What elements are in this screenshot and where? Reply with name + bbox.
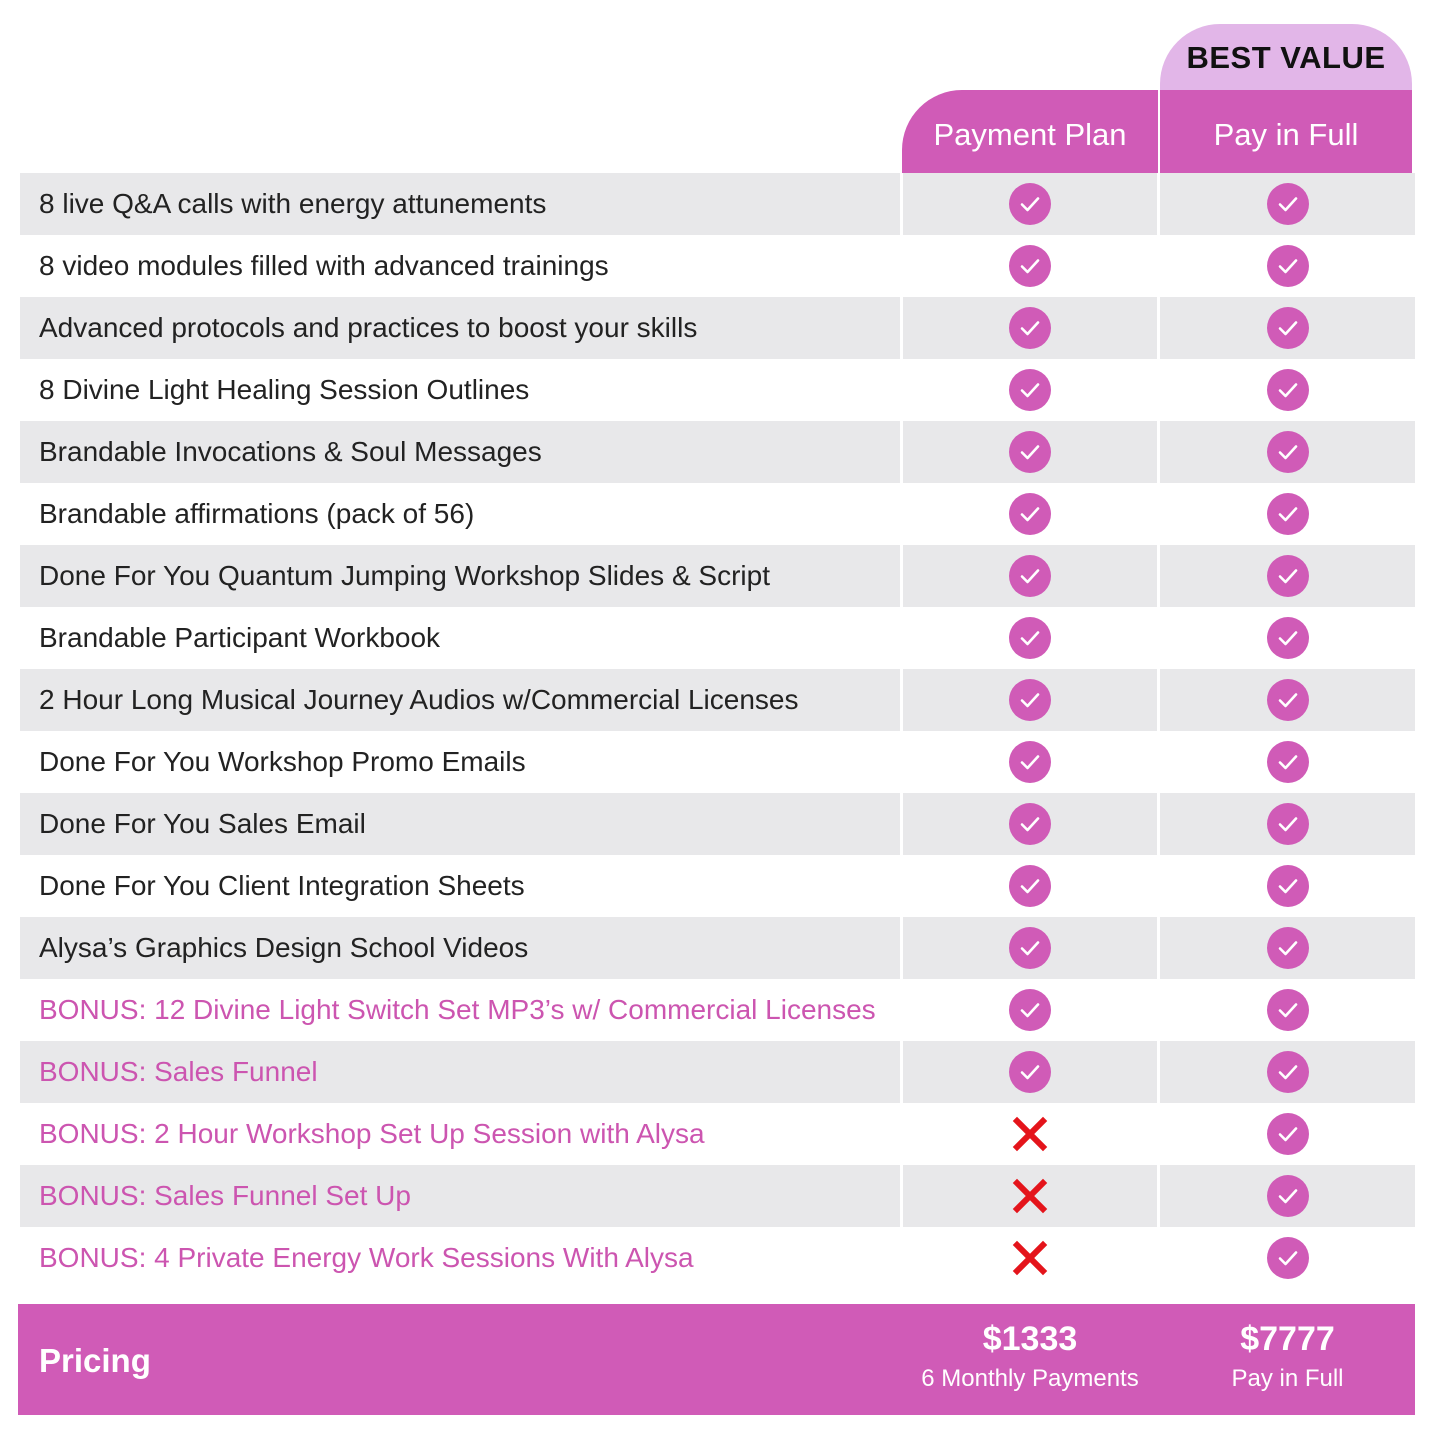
table-row: [20, 421, 1415, 483]
check-icon: [1267, 927, 1309, 969]
table-row: [20, 483, 1415, 545]
check-icon: [1267, 245, 1309, 287]
cell-pay-in-full: [1160, 793, 1415, 855]
cell-payment-plan: [902, 1103, 1158, 1165]
column-divider: [1157, 173, 1160, 1415]
table-row: [20, 607, 1415, 669]
cell-payment-plan: [902, 1227, 1158, 1289]
check-icon: [1267, 865, 1309, 907]
cell-payment-plan: [902, 917, 1158, 979]
cell-pay-in-full: [1160, 669, 1415, 731]
cell-payment-plan: [902, 793, 1158, 855]
check-icon: [1009, 865, 1051, 907]
cross-icon: [1012, 1116, 1048, 1152]
cell-payment-plan: [902, 607, 1158, 669]
check-icon: [1009, 617, 1051, 659]
feature-label: Brandable Invocations & Soul Messages: [39, 436, 542, 467]
check-icon: [1267, 1113, 1309, 1155]
cell-pay-in-full: [1160, 421, 1415, 483]
feature-comparison-table: [20, 173, 1415, 1289]
cell-pay-in-full: [1160, 173, 1415, 235]
price-amount: $1333: [982, 1320, 1078, 1358]
feature-label: Alysa’s Graphics Design School Videos: [39, 932, 529, 963]
cell-pay-in-full: [1160, 1165, 1415, 1227]
cell-payment-plan: [902, 545, 1158, 607]
check-icon: [1009, 741, 1051, 783]
cell-payment-plan: [902, 173, 1158, 235]
feature-label: 8 Divine Light Healing Session Outlines: [39, 374, 530, 405]
check-icon: [1009, 307, 1051, 349]
check-icon: [1267, 1237, 1309, 1279]
table-row: [20, 359, 1415, 421]
column-header-pay-in-full: Pay in Full: [1160, 90, 1412, 173]
table-row: [20, 545, 1415, 607]
cell-payment-plan: [902, 1165, 1158, 1227]
cell-payment-plan: [902, 421, 1158, 483]
check-icon: [1267, 989, 1309, 1031]
check-icon: [1267, 493, 1309, 535]
table-row: [20, 917, 1415, 979]
cell-pay-in-full: [1160, 607, 1415, 669]
best-value-label: BEST VALUE: [1186, 40, 1386, 75]
check-icon: [1009, 555, 1051, 597]
feature-label: BONUS: 4 Private Energy Work Sessions With Alysa: [39, 1242, 694, 1273]
price-note: 6 Monthly Payments: [921, 1365, 1139, 1392]
cell-pay-in-full: [1160, 235, 1415, 297]
table-row: [20, 235, 1415, 297]
check-icon: [1267, 803, 1309, 845]
feature-label: Done For You Client Integration Sheets: [39, 870, 525, 901]
feature-label: Done For You Workshop Promo Emails: [39, 746, 526, 777]
cell-pay-in-full: [1160, 1227, 1415, 1289]
cell-payment-plan: [902, 235, 1158, 297]
cell-pay-in-full: [1160, 855, 1415, 917]
feature-label: Done For You Quantum Jumping Workshop Slides & Script: [39, 560, 770, 591]
cell-pay-in-full: [1160, 545, 1415, 607]
check-icon: [1267, 617, 1309, 659]
cell-payment-plan: [902, 483, 1158, 545]
cell-pay-in-full: [1160, 979, 1415, 1041]
feature-label: BONUS: Sales Funnel Set Up: [39, 1180, 411, 1211]
table-row: [20, 979, 1415, 1041]
check-icon: [1267, 679, 1309, 721]
check-icon: [1009, 927, 1051, 969]
check-icon: [1009, 679, 1051, 721]
cell-payment-plan: [902, 979, 1158, 1041]
feature-label: BONUS: 2 Hour Workshop Set Up Session with Alysa: [39, 1118, 705, 1149]
check-icon: [1267, 555, 1309, 597]
check-icon: [1267, 1175, 1309, 1217]
check-icon: [1267, 307, 1309, 349]
feature-label: Advanced protocols and practices to boost your skills: [39, 312, 698, 343]
best-value-badge: [1160, 24, 1412, 94]
pricing-label: Pricing: [39, 1342, 151, 1379]
cell-pay-in-full: [1160, 359, 1415, 421]
check-icon: [1267, 1051, 1309, 1093]
check-icon: [1267, 183, 1309, 225]
pricing-row: [18, 1304, 1415, 1415]
check-icon: [1009, 245, 1051, 287]
check-icon: [1009, 369, 1051, 411]
feature-label: 2 Hour Long Musical Journey Audios w/Commercial Licenses: [39, 684, 799, 715]
check-icon: [1267, 431, 1309, 473]
cell-pay-in-full: [1160, 1103, 1415, 1165]
check-icon: [1009, 183, 1051, 225]
check-icon: [1267, 369, 1309, 411]
table-row: [20, 793, 1415, 855]
cell-pay-in-full: [1160, 1041, 1415, 1103]
cell-payment-plan: [902, 1041, 1158, 1103]
table-row: [20, 1041, 1415, 1103]
cell-payment-plan: [902, 669, 1158, 731]
feature-label: 8 live Q&A calls with energy attunements: [39, 188, 547, 219]
cell-pay-in-full: [1160, 731, 1415, 793]
table-row: [20, 669, 1415, 731]
cell-payment-plan: [902, 855, 1158, 917]
check-icon: [1009, 803, 1051, 845]
column-header-payment-plan: Payment Plan: [902, 90, 1158, 173]
cell-payment-plan: [902, 297, 1158, 359]
cell-pay-in-full: [1160, 297, 1415, 359]
cell-pay-in-full: [1160, 917, 1415, 979]
column-divider: [900, 173, 903, 1415]
price-pay-in-full: [1160, 1304, 1415, 1415]
cross-icon: [1012, 1178, 1048, 1214]
check-icon: [1267, 741, 1309, 783]
check-icon: [1009, 1051, 1051, 1093]
check-icon: [1009, 989, 1051, 1031]
table-row: [20, 297, 1415, 359]
price-amount: $7777: [1240, 1320, 1335, 1358]
table-row: [20, 1227, 1415, 1289]
cell-payment-plan: [902, 731, 1158, 793]
feature-label: 8 video modules filled with advanced trainings: [39, 250, 609, 281]
price-note: Pay in Full: [1231, 1365, 1344, 1392]
price-payment-plan: [902, 1304, 1158, 1415]
table-row: [20, 855, 1415, 917]
feature-label: BONUS: Sales Funnel: [39, 1056, 318, 1087]
cell-pay-in-full: [1160, 483, 1415, 545]
check-icon: [1009, 431, 1051, 473]
table-row: [20, 1165, 1415, 1227]
feature-label: Brandable Participant Workbook: [39, 622, 441, 653]
check-icon: [1009, 493, 1051, 535]
cross-icon: [1012, 1240, 1048, 1276]
feature-label: Done For You Sales Email: [39, 808, 366, 839]
cell-payment-plan: [902, 359, 1158, 421]
feature-label: Brandable affirmations (pack of 56): [39, 498, 475, 529]
table-row: [20, 1103, 1415, 1165]
feature-label: BONUS: 12 Divine Light Switch Set MP3’s w/ Commercial Licenses: [39, 994, 876, 1025]
table-row: [20, 731, 1415, 793]
table-row: [20, 173, 1415, 235]
